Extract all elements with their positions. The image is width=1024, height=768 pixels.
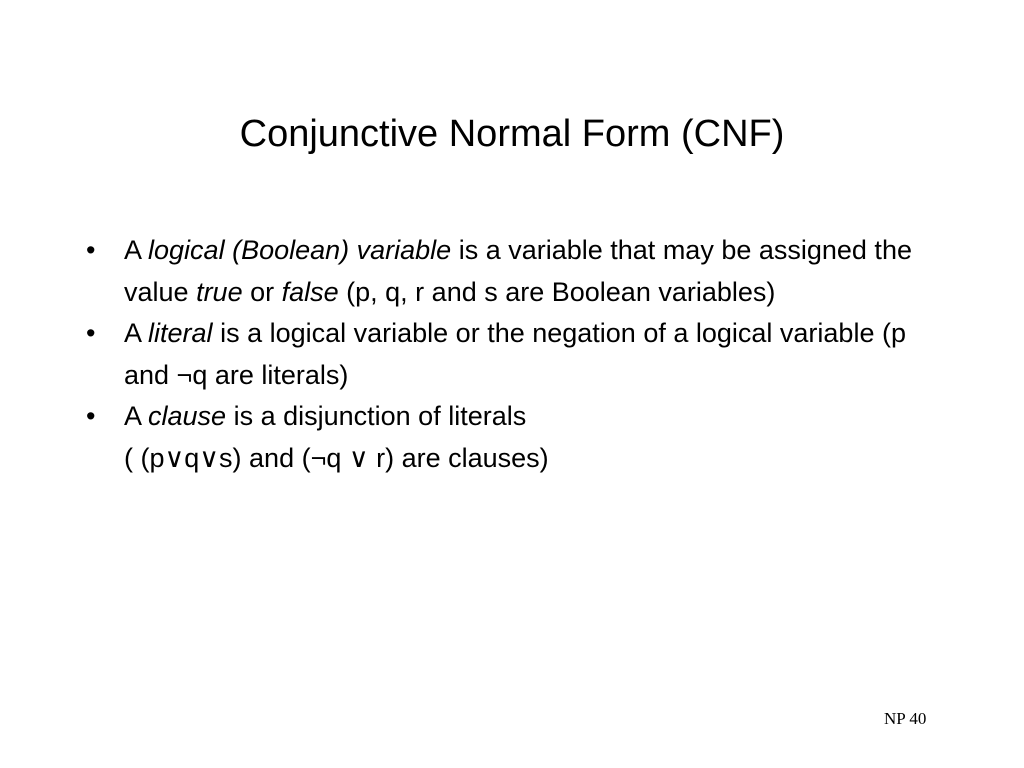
bullet-item-boolean-variable	[84, 230, 944, 313]
bullet-dot: •	[86, 318, 96, 348]
slide-title: Conjunctive Normal Form (CNF)	[239, 113, 785, 155]
term-literal: literal	[148, 318, 213, 348]
bullet-text-segment: is a logical variable or the negation of a logical variable (p and ¬q are literals)	[124, 318, 906, 390]
bullet-item-clause	[84, 396, 944, 479]
clause-examples: ( (p∨q∨s) and (¬q ∨ r) are clauses)	[124, 442, 549, 473]
bullet-dot: •	[86, 401, 96, 431]
term-false: false	[281, 276, 339, 307]
bullet-text-segment: A	[124, 401, 149, 431]
bullet-text-segment: A	[124, 318, 149, 348]
term-true: true	[196, 276, 243, 307]
slide-footer-page-label: NP 40	[884, 709, 927, 728]
bullet-text-segment: or	[242, 276, 282, 307]
bullet-list	[84, 230, 944, 479]
bullet-item-literal	[84, 313, 944, 396]
term-logical-boolean-variable: logical (Boolean) variable	[148, 235, 452, 265]
bullet-text-segment: (p, q, r and s are Boolean variables)	[338, 276, 776, 307]
bullet-text-segment: is a variable that may be assigned the value	[124, 235, 912, 307]
term-clause: clause	[148, 401, 227, 431]
bullet-dot: •	[86, 235, 96, 265]
bullet-text-segment: A	[124, 235, 149, 265]
bullet-text-segment: is a disjunction of literals	[226, 401, 527, 431]
